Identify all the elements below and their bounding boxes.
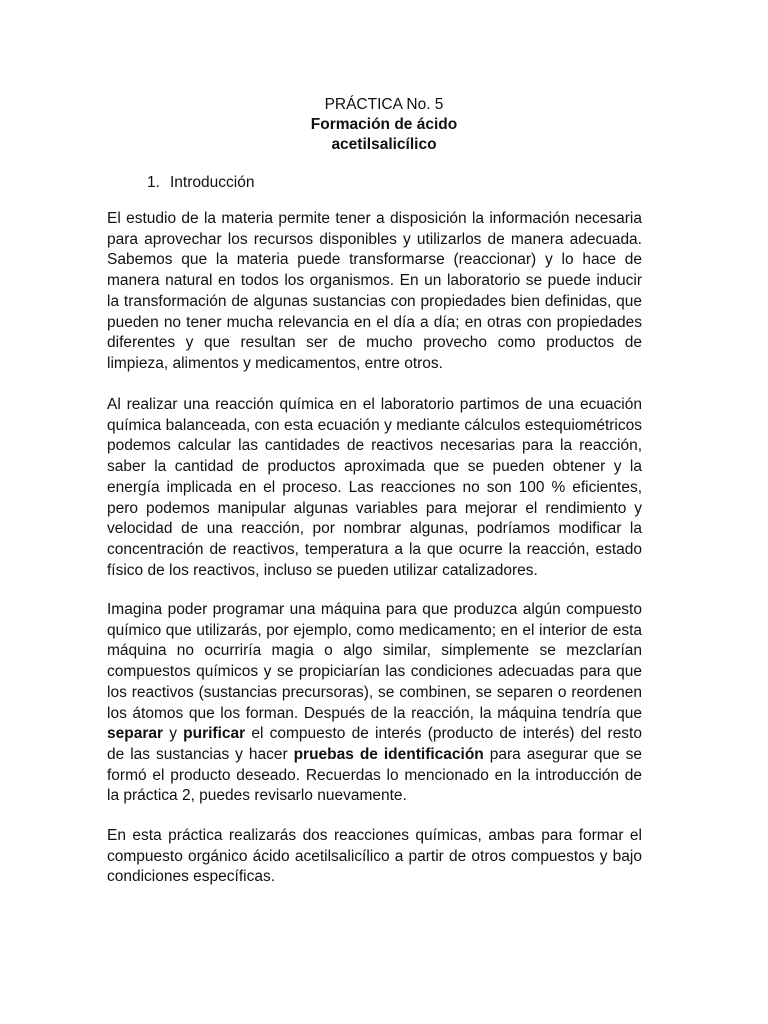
paragraph-text: Imagina poder programar una máquina para que produzca algún compuesto químico que utilizarás, por ejemplo, como medicamento; en el interior de esta máquina no ocurriría magia o algo similar, simplemente se mezclarían compuestos químicos y se propiciarían las condiciones adecuadas para que los reactivos (sustancias precursoras), se combinen, se separen o reordenen los átomos que los forman. Después de la reacción, la máquina tendría que [107,601,642,722]
practice-subtitle-line2: acetilsalicílico [331,136,437,153]
emphasis-separar: separar [107,725,164,743]
paragraph-text: para asegurar que se formó el producto deseado. Recuerdas lo mencionado en la introducción de la práctica 2, puedes revisarlo nuevamente. [107,745,643,805]
intro-paragraph-4: En esta práctica realizarás dos reacciones químicas, ambas para formar el compuesto orgánico ácido acetilsalicílico a partir de otros compuestos y bajo condiciones específicas. [107,827,642,886]
intro-paragraph-2: Al realizar una reacción química en el laboratorio partimos de una ecuación química balanceada, con esta ecuación y mediante cálculos estequiométricos podemos calcular las cantidades de reactivos necesarias para la reacción, saber la cantidad de productos aproximada que se pueden obtener y la energía implicada en el proceso. Las reacciones no son 100 % eficientes, pero podemos manipular algunas variables para mejorar el rendimiento y velocidad de una reacción, por nombrar algunas, podríamos modificar la concentración de reactivos, temperatura a la que ocurre la reacción, estado físico de los reactivos, incluso se pueden utilizar catalizadores. [107,396,642,579]
intro-paragraph-1: El estudio de la materia permite tener a disposición la información necesaria para aprovechar los recursos disponibles y utilizarlos de manera adecuada. Sabemos que la materia puede transformarse (reaccionar) y lo hace de manera natural en todos los organismos. En un laboratorio se puede inducir la transformación de algunas sustancias con propiedades bien definidas, que pueden no tener mucha relevancia en el día a día; en otras con propiedades diferentes y que resultan ser de mucho provecho como productos de limpieza, alimentos y medicamentos, entre otros. [107,210,642,372]
paragraph-text: y [163,725,184,743]
paragraph-text: el compuesto de interés (producto de interés) del resto de las sustancias y hacer [107,725,642,763]
intro-paragraph-3 [107,600,642,807]
emphasis-pruebas: pruebas de identificación [293,745,484,763]
practice-subtitle-line1: Formación de ácido [310,116,458,133]
section-title: Introducción [170,174,255,191]
section-heading [147,173,254,193]
document-header [0,95,768,155]
practice-title: PRÁCTICA No. 5 [324,96,444,113]
section-number: 1. [147,174,160,191]
emphasis-purificar: purificar [183,725,246,743]
